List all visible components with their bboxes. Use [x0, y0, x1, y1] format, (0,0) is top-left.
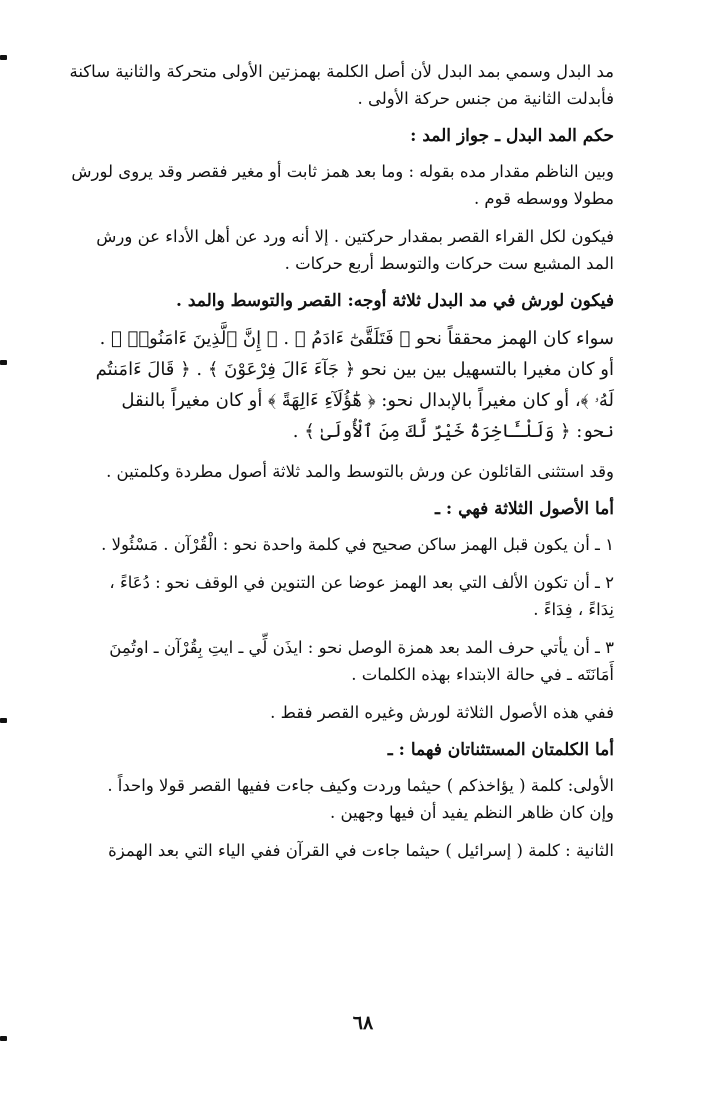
text-line: المد المشبع ست حركات والتوسط أربع حركات .: [284, 254, 614, 273]
text-line: أَمَانَتَه ـ في حالة الابتداء بهذه الكلمات .: [351, 665, 614, 684]
list-item-principle-3: [62, 634, 614, 688]
paragraph-qasr: [62, 223, 614, 277]
paragraph-exceptions: [62, 458, 614, 485]
text-line: وقد استثنى القائلون عن ورش بالتوسط والمد ثلاثة أصول مطردة وكلمتين .: [106, 462, 614, 481]
text-line: نحو: ﴿ وَلَلْـَٔاخِرَةُ خَيْرٌ لَّكَ مِنَ ٱلْأُولَىٰ ﴾ .: [292, 421, 614, 442]
list-item-principle-1: [62, 531, 614, 558]
text-line: فيكون لكل القراء القصر بمقدار حركتين . إلا أنه ورد عن أهل الأداء عن ورش: [96, 227, 614, 246]
text-line: مد البدل وسمي بمد البدل لأن أصل الكلمة بهمزتين الأولى متحركة والثانية ساكنة: [69, 62, 614, 81]
text-line: ٢ ـ أن تكون الألف التي بعد الهمز عوضا عن التنوين في الوقف نحو : دُعَاءً ،: [109, 573, 614, 592]
heading-ruling: حكم المد البدل ـ جواز المد :: [410, 126, 614, 146]
list-item-principle-2: [62, 569, 614, 623]
text-line: وبين الناظم مقدار مده بقوله : وما بعد همز ثابت أو مغير فقصر وقد يروى لورش: [71, 162, 614, 181]
text-line: مطولا ووسطه قوم .: [473, 189, 614, 208]
binding-mark: [0, 55, 7, 60]
binding-mark: [0, 718, 7, 723]
page-number: ٦٨: [352, 1012, 374, 1034]
page-text: [62, 58, 614, 1038]
text-line: ١ ـ أن يكون قبل الهمز ساكن صحيح في كلمة واحدة نحو : الْقُرْآن . مَسْئُولا .: [101, 535, 614, 554]
text-line: ففي هذه الأصول الثلاثة لورش وغيره القصر فقط .: [270, 703, 614, 722]
binding-mark: [0, 360, 7, 365]
text-line: ٣ ـ أن يأتي حرف المد بعد همزة الوصل نحو : ايذَن لِّي ـ ايتِ بِقُرْآن ـ اوتُمِنَ: [109, 638, 614, 657]
paragraph-second-word: [62, 837, 614, 864]
text-line: فأبدلت الثانية من جنس حركة الأولى .: [357, 89, 614, 108]
text-line: لَهُۥ ﴾، أو كان مغيراً بالإبدال نحو: ﴿ هَٰٓؤُلَآءِ ءَالِهَةً ﴾ أو كان مغيراً بالنقل: [121, 390, 614, 411]
heading-two-words: أما الكلمتان المستثناتان فهما : ـ: [387, 740, 614, 760]
paragraph-first-word: [62, 772, 614, 826]
text-line: وإن كان ظاهر النظم يفيد أن فيها وجهين .: [329, 803, 614, 822]
text-line: الثانية : كلمة ( إسرائيل ) حيثما جاءت في القرآن ففي الياء التي بعد الهمزة: [108, 841, 614, 860]
heading-warsh-aspects: فيكون لورش في مد البدل ثلاثة أوجه: القصر والتوسط والمد .: [175, 291, 614, 311]
paragraph-summary: [62, 699, 614, 726]
paragraph-examples: [62, 323, 614, 447]
text-line: سواء كان الهمز محققاً نحو ﴿ فَتَلَقَّىٰٓ ءَادَمُ ﴾ . ﴿ إِنَّ ٱلَّذِينَ ءَامَنُوا۟ ﴾ .: [99, 328, 614, 349]
text-line: الأولى: كلمة ( يؤاخذكم ) حيثما وردت وكيف جاءت ففيها القصر قولا واحداً .: [107, 776, 614, 795]
binding-mark: [0, 1036, 7, 1041]
text-line: أو كان مغيرا بالتسهيل بين بين نحو ﴿ جَآءَ ءَالَ فِرْعَوْنَ ﴾ . ﴿ قَالَ ءَامَنتُم: [95, 359, 614, 380]
paragraph-badal-definition: [62, 58, 614, 112]
paragraph-nazim: [62, 158, 614, 212]
heading-three-principles: أما الأصول الثلاثة فهي : ـ: [435, 499, 614, 519]
text-line: نِدَاءً ، فِدَاءً .: [533, 600, 614, 619]
